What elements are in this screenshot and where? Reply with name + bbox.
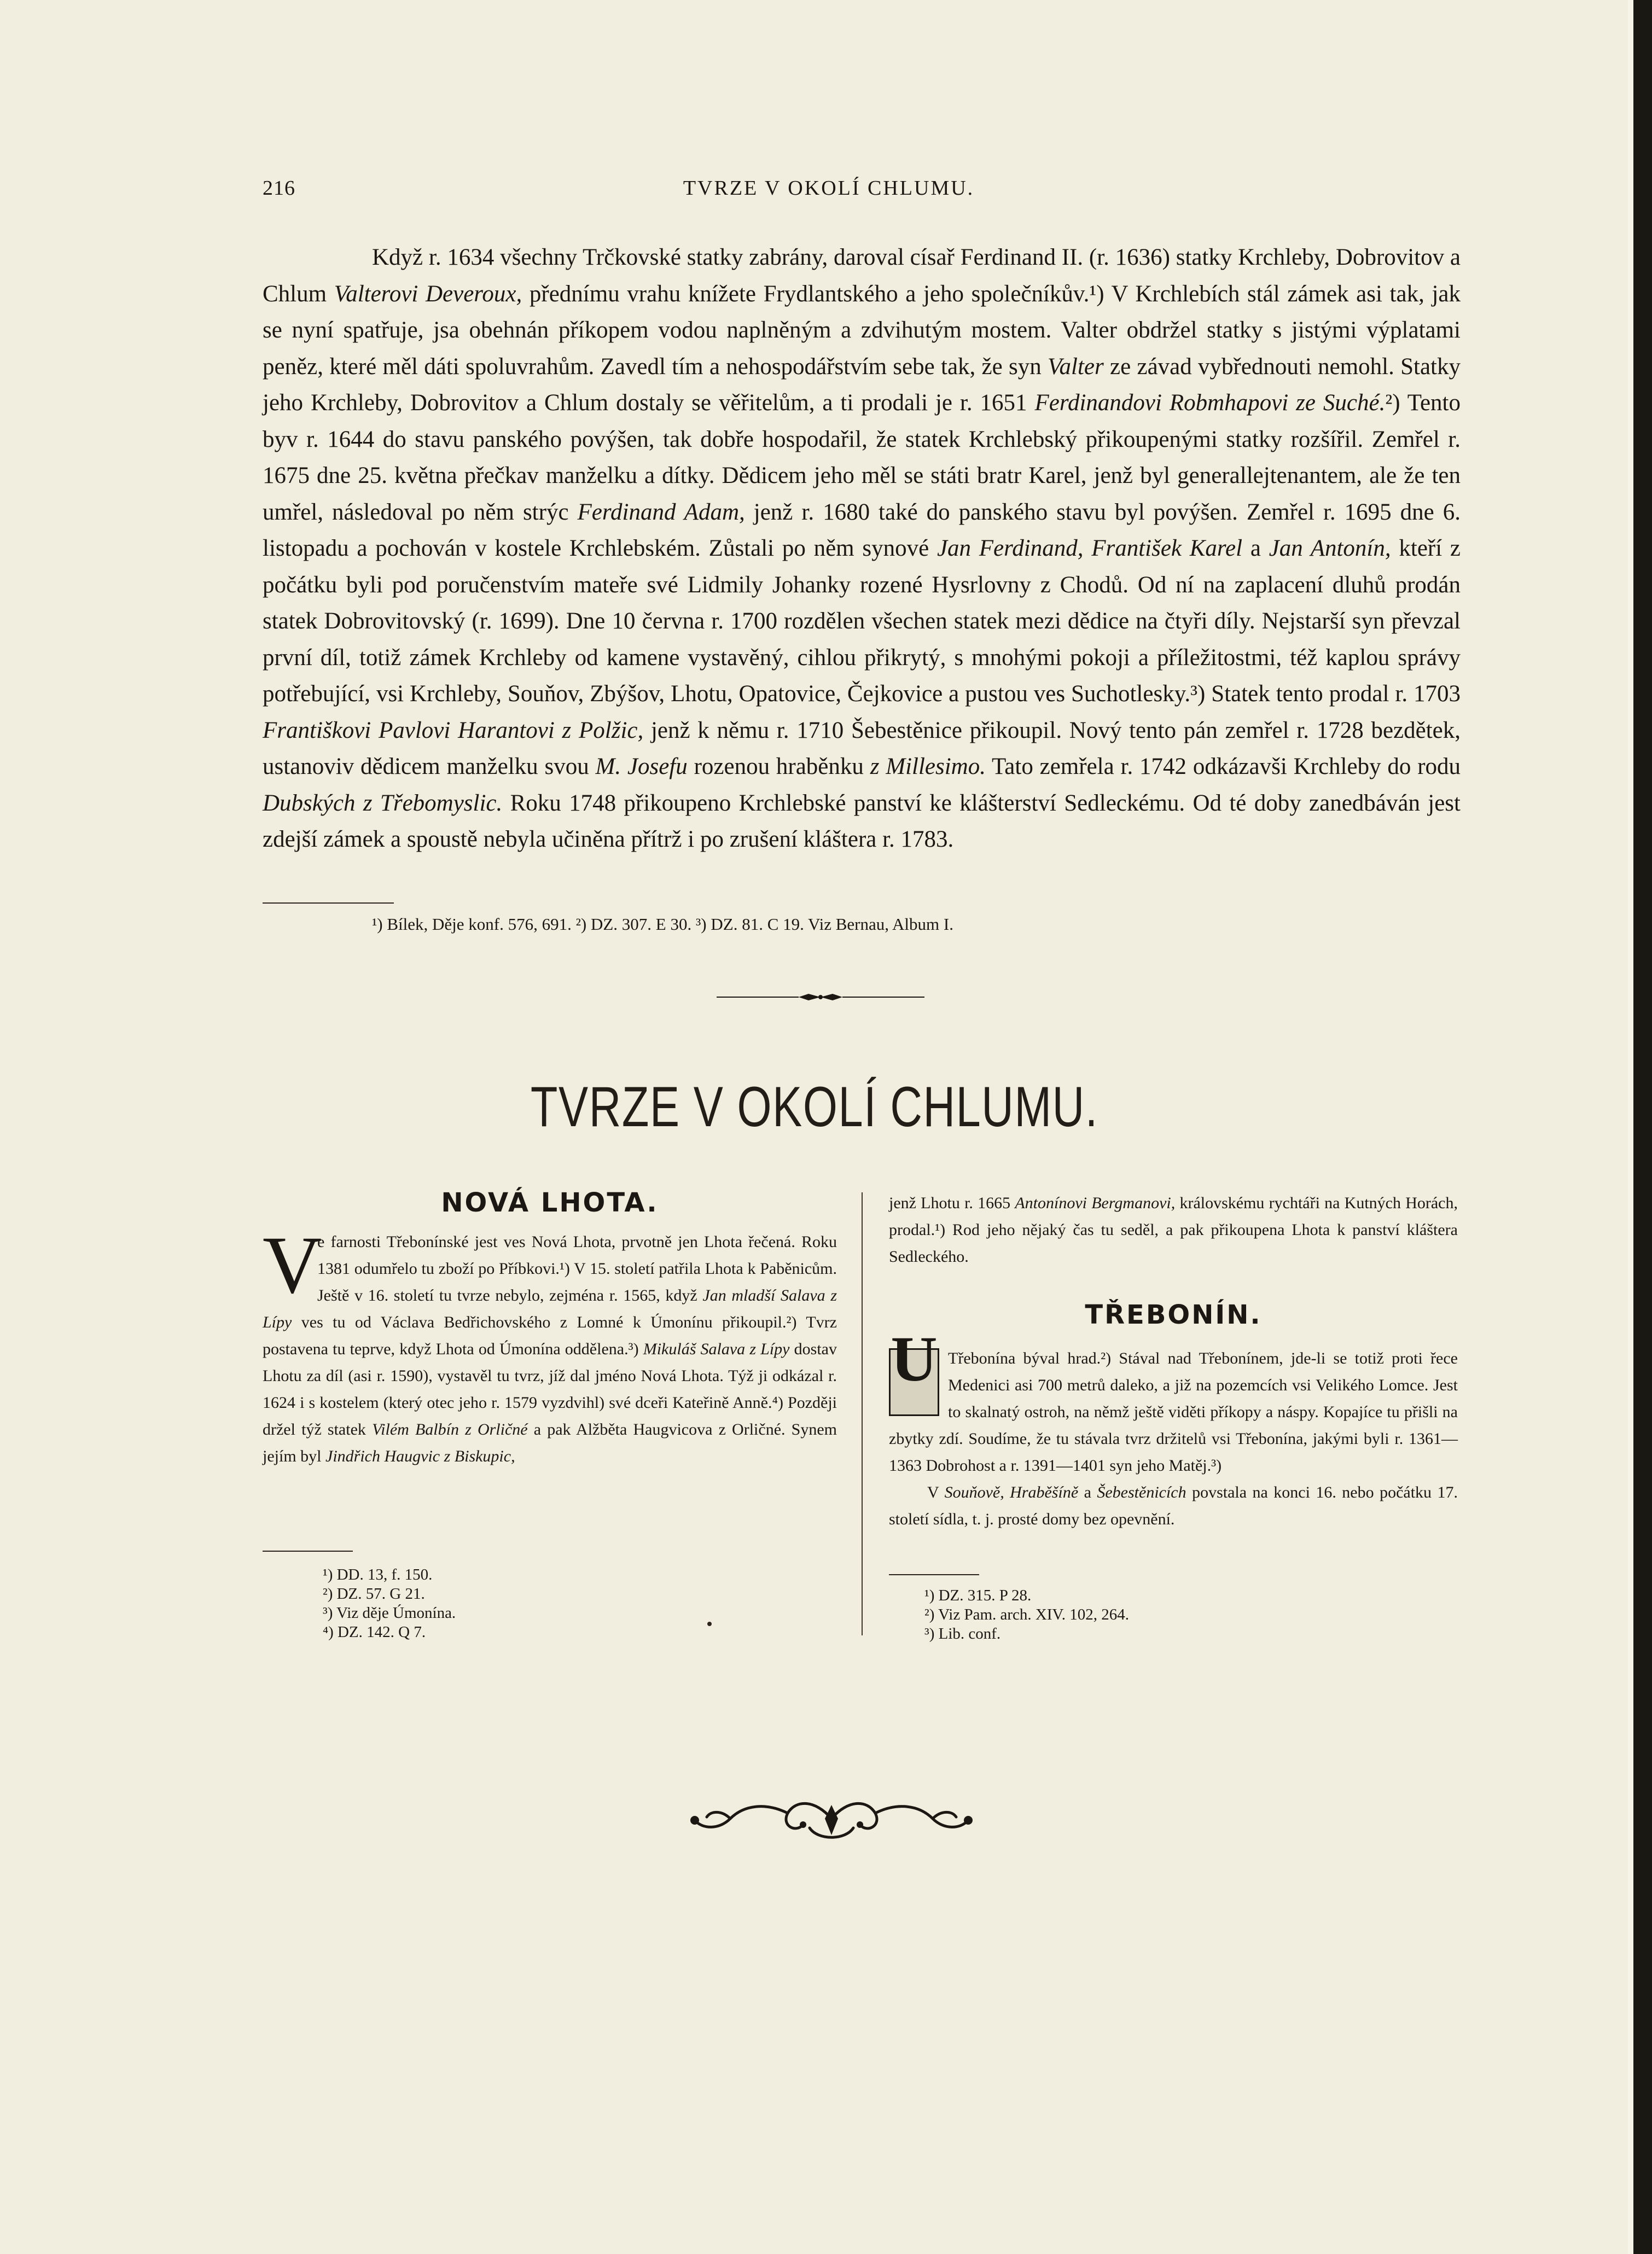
left-footnote-rule [263, 1551, 353, 1552]
nova-lhota-column: NOVÁ LHOTA. V e farnosti Třebonínské jest ves Nová Lhota, prvotně jen Lhota řečená. Roku 1381 odumřelo tu zboží po Příbkovi.¹) V 15. století patřila Lhota k Paběnicům. Ještě v 16. století tu tvrze nebylo, zejména r. 1565, když Jan mladší Salava z Lípy ves tu od Václava Bedřichovského z Lomné k Úmonínu přikoupil.²) Tvrz postavena tu teprve, když Lhota od Úmonína oddělena.³) Mikuláš Salava z Lípy dostav Lhotu za díl (asi r. 1590), vystavěl tu tvrz, jíž dal jméno Nová Lhota. Týž ji odkázal r. 1624 i s kostelem (který otec jeho r. 1579 vyzdvihl) své dceři Kateřině Anně.⁴) Později držel týž statek Vilém Balbín z Orličné a pak Alžběta Haugvicova z Orličné. Synem jejím byl Jindřich Haugvic z Biskupic, [263, 1187, 837, 1465]
stray-dot [707, 1622, 712, 1626]
main-paragraph: Když r. 1634 všechny Trčkovské statky zabrány, daroval císař Ferdinand II. (r. 1636) statky Krchleby, Dobrovitov a Chlum Valterovi Deveroux, přednímu vrahu knížete Frydlantského a jeho společníkův.¹) V Krchlebích stál zámek asi tak, jak se nyní spatřuje, jsa obehnán příkopem vodou naplněným a zdvihutým mostem. Valter obdržel statky s jistými výplatami peněz, které měl dáti spoluvrahům. Zavedl tím a nehospodářstvím sebe tak, že syn Valter ze závad vybřednouti nemohl. Statky jeho Krchleby, Dobrovitov a Chlum dostaly se věřitelům, a ti prodali je r. 1651 Ferdinandovi Robmhapovi ze Suché.²) Tento byv r. 1644 do stavu panského povýšen, tak dobře hospodařil, že statek Krchlebský přikoupenými statky rozšířil. Zemřel r. 1675 dne 25. května přečkav manželku a dítky. Dědicem jeho měl se státi bratr Karel, jenž byl generallejtenantem, ale že ten umřel, následoval po něm strýc Ferdinand Adam, jenž r. 1680 také do panského stavu byl povýšen. Zemřel r. 1695 dne 6. listopadu a pochován v kostele Krchlebském. Zůstali po něm synové Jan Ferdinand, František Karel a Jan Antonín, kteří z počátku byli pod poručenstvím mateře své Lidmily Johanky rozené Hysrlovny z Chodů. Od ní na zaplacení dluhů prodán statek Dobrovitovský (r. 1699). Dne 10 června r. 1700 rozdělen všechen statek mezi dědice na čtyři díly. Nejstarší syn převzal první díl, totiž zámek Krchleby od kamene vystavěný, cihlou přikrytý, s mnohými pokoji a příležitostmi, též kaplou správy potřebující, vsi Krchleby, Souňov, Zbýšov, Lhotu, Opatovice, Čejkovice a pustou ves Suchotlesky.³) Statek tento prodal r. 1703 Františkovi Pavlovi Harantovi z Polžic, jenž k němu r. 1710 Šebestěnice přikoupil. Nový tento pán zemřel r. 1728 bezdětek, ustanoviv dědicem manželku svou M. Josefu rozenou hraběnku z Millesimo. Tato zemřela r. 1742 odkázavši Krchleby do rodu Dubských z Třebomyslic. Roku 1748 přikoupeno Krchlebské panství ke klášterství Sedleckému. Od té doby zanedbáván jest zdejší zámek a spoustě nebyla učiněna přítrž i po zrušení kláštera r. 1783. [263, 244, 1461, 852]
footnote-rule [263, 902, 394, 904]
main-footnotes: ¹) Bílek, Děje konf. 576, 691. ²) DZ. 307. E 30. ³) DZ. 81. C 19. Viz Bernau, Album I. [372, 915, 953, 934]
page-edge-light [1628, 0, 1633, 2254]
footnote-3: ³) Viz děje Úmonína. [323, 1604, 456, 1622]
right-footnote-rule [889, 1574, 979, 1575]
nova-lhota-continuation: jenž Lhotu r. 1665 Antonínovi Bergmanovi, královskému rychtáři na Kutných Horách, prodal.¹) Rod jeho nějaký čas tu seděl, a pak přikoupena Lhota k panství kláštera Sedleckého. [889, 1194, 1458, 1266]
section-title: TVRZE V OKOLÍ CHLUMU. [530, 1075, 1098, 1139]
footnote-3: ³) Lib. conf. [924, 1625, 1001, 1643]
footnote-2: ²) DZ. 57. G 21. [323, 1585, 425, 1603]
footnote-1: ¹) DD. 13, f. 150. [323, 1566, 433, 1583]
nova-lhota-heading: NOVÁ LHOTA. [441, 1187, 659, 1218]
ornamental-rule [717, 989, 924, 1005]
running-header [263, 176, 1395, 209]
footnote-4: ⁴) DZ. 142. Q 7. [323, 1623, 426, 1641]
column-divider [862, 1192, 863, 1635]
right-column: jenž Lhotu r. 1665 Antonínovi Bergmanovi, královskému rychtáři na Kutných Horách, prodal.¹) Rod jeho nějaký čas tu seděl, a pak přikoupena Lhota k panství kláštera Sedleckého. TŘEBONÍN. U Třebonína býval hrad.²) Stával nad Třebonínem, jde-li se totiž proti řece Medenici asi 700 metrů daleko, a již na pozemcích vsi Velikého Lomce. Jest to skalnatý ostroh, na němž ještě viděti příkopy a náspy. Kopajíce tu přišli na zbytky zdí. Soudíme, že tu stávala tvrz držitelů vsi Třebonína, jakými byli r. 1361—1363 Dobrohost a r. 1391—1401 syn jeho Matěj.³) V Souňově, Hraběšíně a Šebestěnicích povstala na konci 16. nebo počátku 17. století sídla, t. j. prosté domy bez opevnění. [889, 1190, 1458, 1533]
trebonin-paragraph-2: V Souňově, Hraběšíně a Šebestěnicích povstala na konci 16. nebo počátku 17. století sídla, t. j. prosté domy bez opevnění. [889, 1483, 1458, 1528]
footnote-1: ¹) DZ. 315. P 28. [924, 1587, 1032, 1604]
trebonin-footnotes [924, 1586, 1129, 1644]
scan-border [1633, 0, 1652, 2254]
trebonin-heading: TŘEBONÍN. [1085, 1300, 1262, 1330]
footnote-2: ²) Viz Pam. arch. XIV. 102, 264. [924, 1606, 1129, 1623]
nova-lhota-footnotes [323, 1565, 456, 1642]
drop-cap-u: U [889, 1348, 939, 1416]
page-number: 216 [263, 177, 295, 200]
running-title: TVRZE V OKOLÍ CHLUMU. [683, 177, 975, 200]
tailpiece-ornament [678, 1789, 985, 1849]
drop-cap-v: V [263, 1220, 322, 1311]
